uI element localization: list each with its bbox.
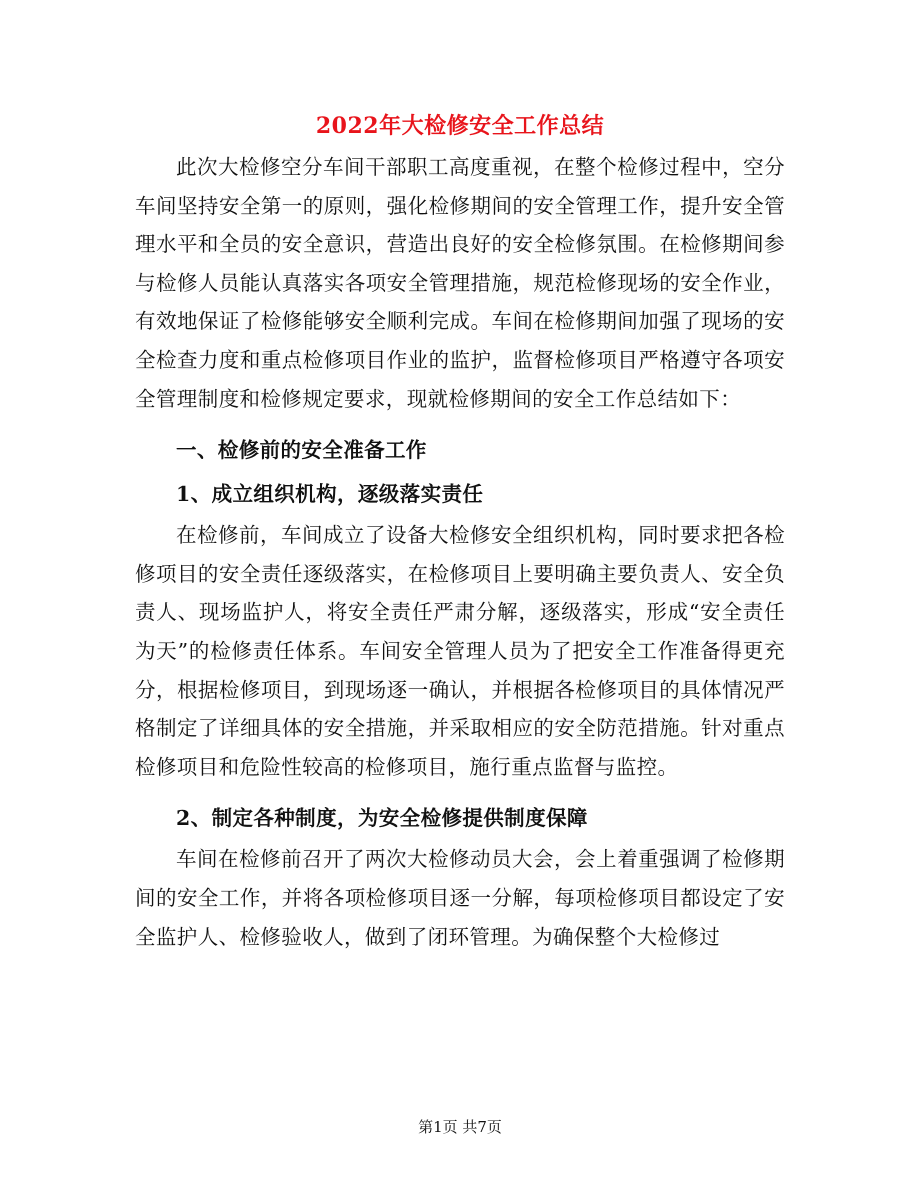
intro-paragraph: 此次大检修空分车间干部职工高度重视，在整个检修过程中，空分车间坚持安全第一的原则，强化检修期间的安全管理工作，提升安全管理水平和全员的安全意识，营造出良好的安全检修氛围。在检修期间参与检修人员能认真落实各项安全管理措施，规范检修现场的安全作业，有效地保证了检修能够安全顺利完成。车间在检修期间加强了现场的安全检查力度和重点检修项目作业的监护，监督检修项目严格遵守各项安全管理制度和检修规定要求，现就检修期间的安全工作总结如下： [135, 155, 785, 411]
page-footer [0, 1116, 920, 1137]
document-title: 2022年大检修安全工作总结 [315, 113, 605, 139]
document-page [135, 106, 785, 956]
page-indicator: 第1页 共7页 [418, 1118, 502, 1136]
subsection-1-paragraph: 在检修前，车间成立了设备大检修安全组织机构，同时要求把各检修项目的安全责任逐级落实，在检修项目上要明确主要负责人、安全负责人、现场监护人，将安全责任严肃分解，逐级落实，形成“安全责任为天”的检修责任体系。车间安全管理人员为了把安全工作准备得更充分，根据检修项目，到现场逐一确认，并根据各检修项目的具体情况严格制定了详细具体的安全措施，并采取相应的安全防范措施。针对重点检修项目和危险性较高的检修项目，施行重点监督与监控。 [135, 523, 785, 779]
section-heading-1: 一、检修前的安全准备工作 [176, 438, 427, 463]
subsection-heading-1: 1、成立组织机构，逐级落实责任 [176, 482, 484, 507]
subsection-heading-2: 2、制定各种制度，为安全检修提供制度保障 [176, 806, 588, 831]
subsection-2-paragraph: 车间在检修前召开了两次大检修动员大会，会上着重强调了检修期间的安全工作，并将各项检修项目逐一分解，每项检修项目都设定了安全监护人、检修验收人，做到了闭环管理。为确保整个大检修过 [135, 847, 785, 949]
